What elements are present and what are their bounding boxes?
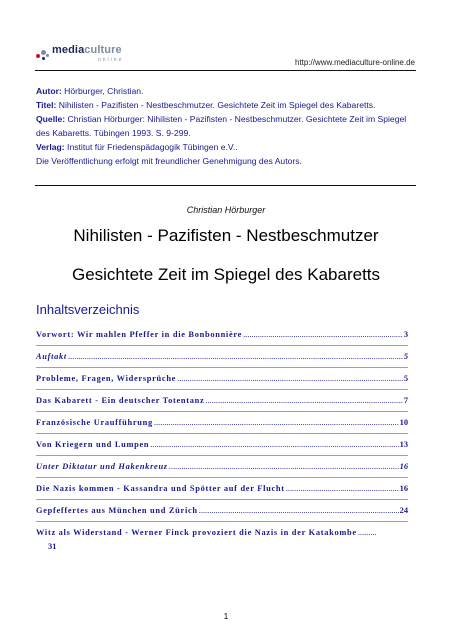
toc-entry-nazis-kommen[interactable] (36, 478, 408, 500)
document-subtitle: Gesichtete Zeit im Spiegel des Kabaretts (71, 265, 381, 284)
toc-entry-title: Französische Uraufführung (36, 418, 153, 427)
toc-entry-title: Das Kabarett - Ein deutscher Totentanz (36, 396, 205, 405)
toc-leader (154, 418, 399, 427)
toc-entry-title: Gepfeffertes aus München und Zürich (36, 506, 198, 515)
quelle-value: Christian Hörburger: Nihilisten - Pazifisten - Nestbeschmutzer. Gesichtete Zeit im Spiegel des Kabaretts. Tübingen 1993. S. 9-299. (36, 114, 407, 138)
toc-entry-page: 5 (403, 374, 408, 383)
titel-label: Titel: (36, 100, 57, 110)
verlag-label: Verlag: (36, 142, 65, 152)
toc-entry-witz[interactable] (36, 522, 408, 558)
toc-entry-title: Auftakt (36, 352, 67, 361)
document-metadata (36, 84, 418, 168)
meta-rule (35, 185, 416, 186)
quelle-label: Quelle: (36, 114, 66, 124)
toc-entry-page: 24 (399, 506, 408, 515)
toc-entry-page: 7 (403, 396, 408, 405)
toc-entry-page: 10 (399, 418, 408, 427)
toc-entry-gepfeffertes[interactable] (36, 500, 408, 522)
toc-entry-page: 16 (399, 484, 408, 493)
page-number: 1 (223, 612, 229, 621)
toc-entry-page: 13 (399, 440, 408, 449)
toc-leader (199, 506, 399, 515)
toc-entry-title: Von Kriegern und Lumpen (36, 440, 150, 449)
toc-entry-probleme[interactable] (36, 368, 408, 390)
toc-leader (286, 484, 399, 493)
toc-leader (243, 330, 403, 339)
document-author: Christian Hörburger (186, 205, 266, 215)
autor-label: Autor: (36, 86, 62, 96)
logo-subtitle: online (98, 57, 124, 63)
toc-entry-title: Vorwort: Wir mahlen Pfeffer in die Bonbonnière (36, 330, 243, 339)
toc-entry-page: 3 (403, 330, 408, 339)
header-rule (35, 70, 416, 71)
toc-entry-page: 31 (48, 542, 57, 551)
toc-entry-urauffuehrung[interactable] (36, 412, 408, 434)
toc-entry-title: Die Nazis kommen - Kassandra und Spötter auf der Flucht (36, 484, 285, 493)
toc-entry-title: Probleme, Fragen, Widersprüche (36, 374, 177, 383)
toc-leader (205, 396, 402, 405)
toc-entry-diktatur[interactable] (36, 456, 408, 478)
toc-entry-kabarett[interactable] (36, 390, 408, 412)
toc-entry-title: Witz als Widerstand - Werner Finck provoziert die Nazis in der Katakombe (36, 528, 357, 537)
verlag-value: Institut für Friedenspädagogik Tübingen e.V.. (64, 142, 238, 152)
document-title: Nihilisten - Pazifisten - Nestbeschmutzer (73, 226, 379, 245)
toc-leader (169, 462, 399, 471)
toc-leader (177, 374, 403, 383)
toc-entry-auftakt[interactable] (36, 346, 408, 368)
permission-note: Die Veröffentlichung erfolgt mit freundlicher Genehmigung des Autors. (36, 156, 302, 166)
toc-leader (150, 440, 398, 449)
toc-entry-page: 5 (403, 352, 408, 361)
toc-heading: Inhaltsverzeichnis (36, 302, 140, 317)
toc-entry-page: 16 (399, 462, 408, 471)
autor-value: Hörburger, Christian. (61, 86, 144, 96)
header-url[interactable]: http://www.mediaculture-online.de (294, 58, 415, 67)
toc-leader (358, 528, 376, 537)
toc-entry-title: Unter Diktatur und Hakenkreuz (36, 462, 168, 471)
logo-wordmark: mediaculture (52, 44, 122, 56)
toc-leader (68, 352, 403, 361)
titel-value: Nihilisten - Pazifisten - Nestbeschmutzer. Gesichtete Zeit im Spiegel des Kabaretts. (56, 100, 376, 110)
toc-entry-krieger[interactable] (36, 434, 408, 456)
toc-entry-vorwort[interactable] (36, 324, 408, 346)
mediaculture-logo (36, 44, 156, 70)
